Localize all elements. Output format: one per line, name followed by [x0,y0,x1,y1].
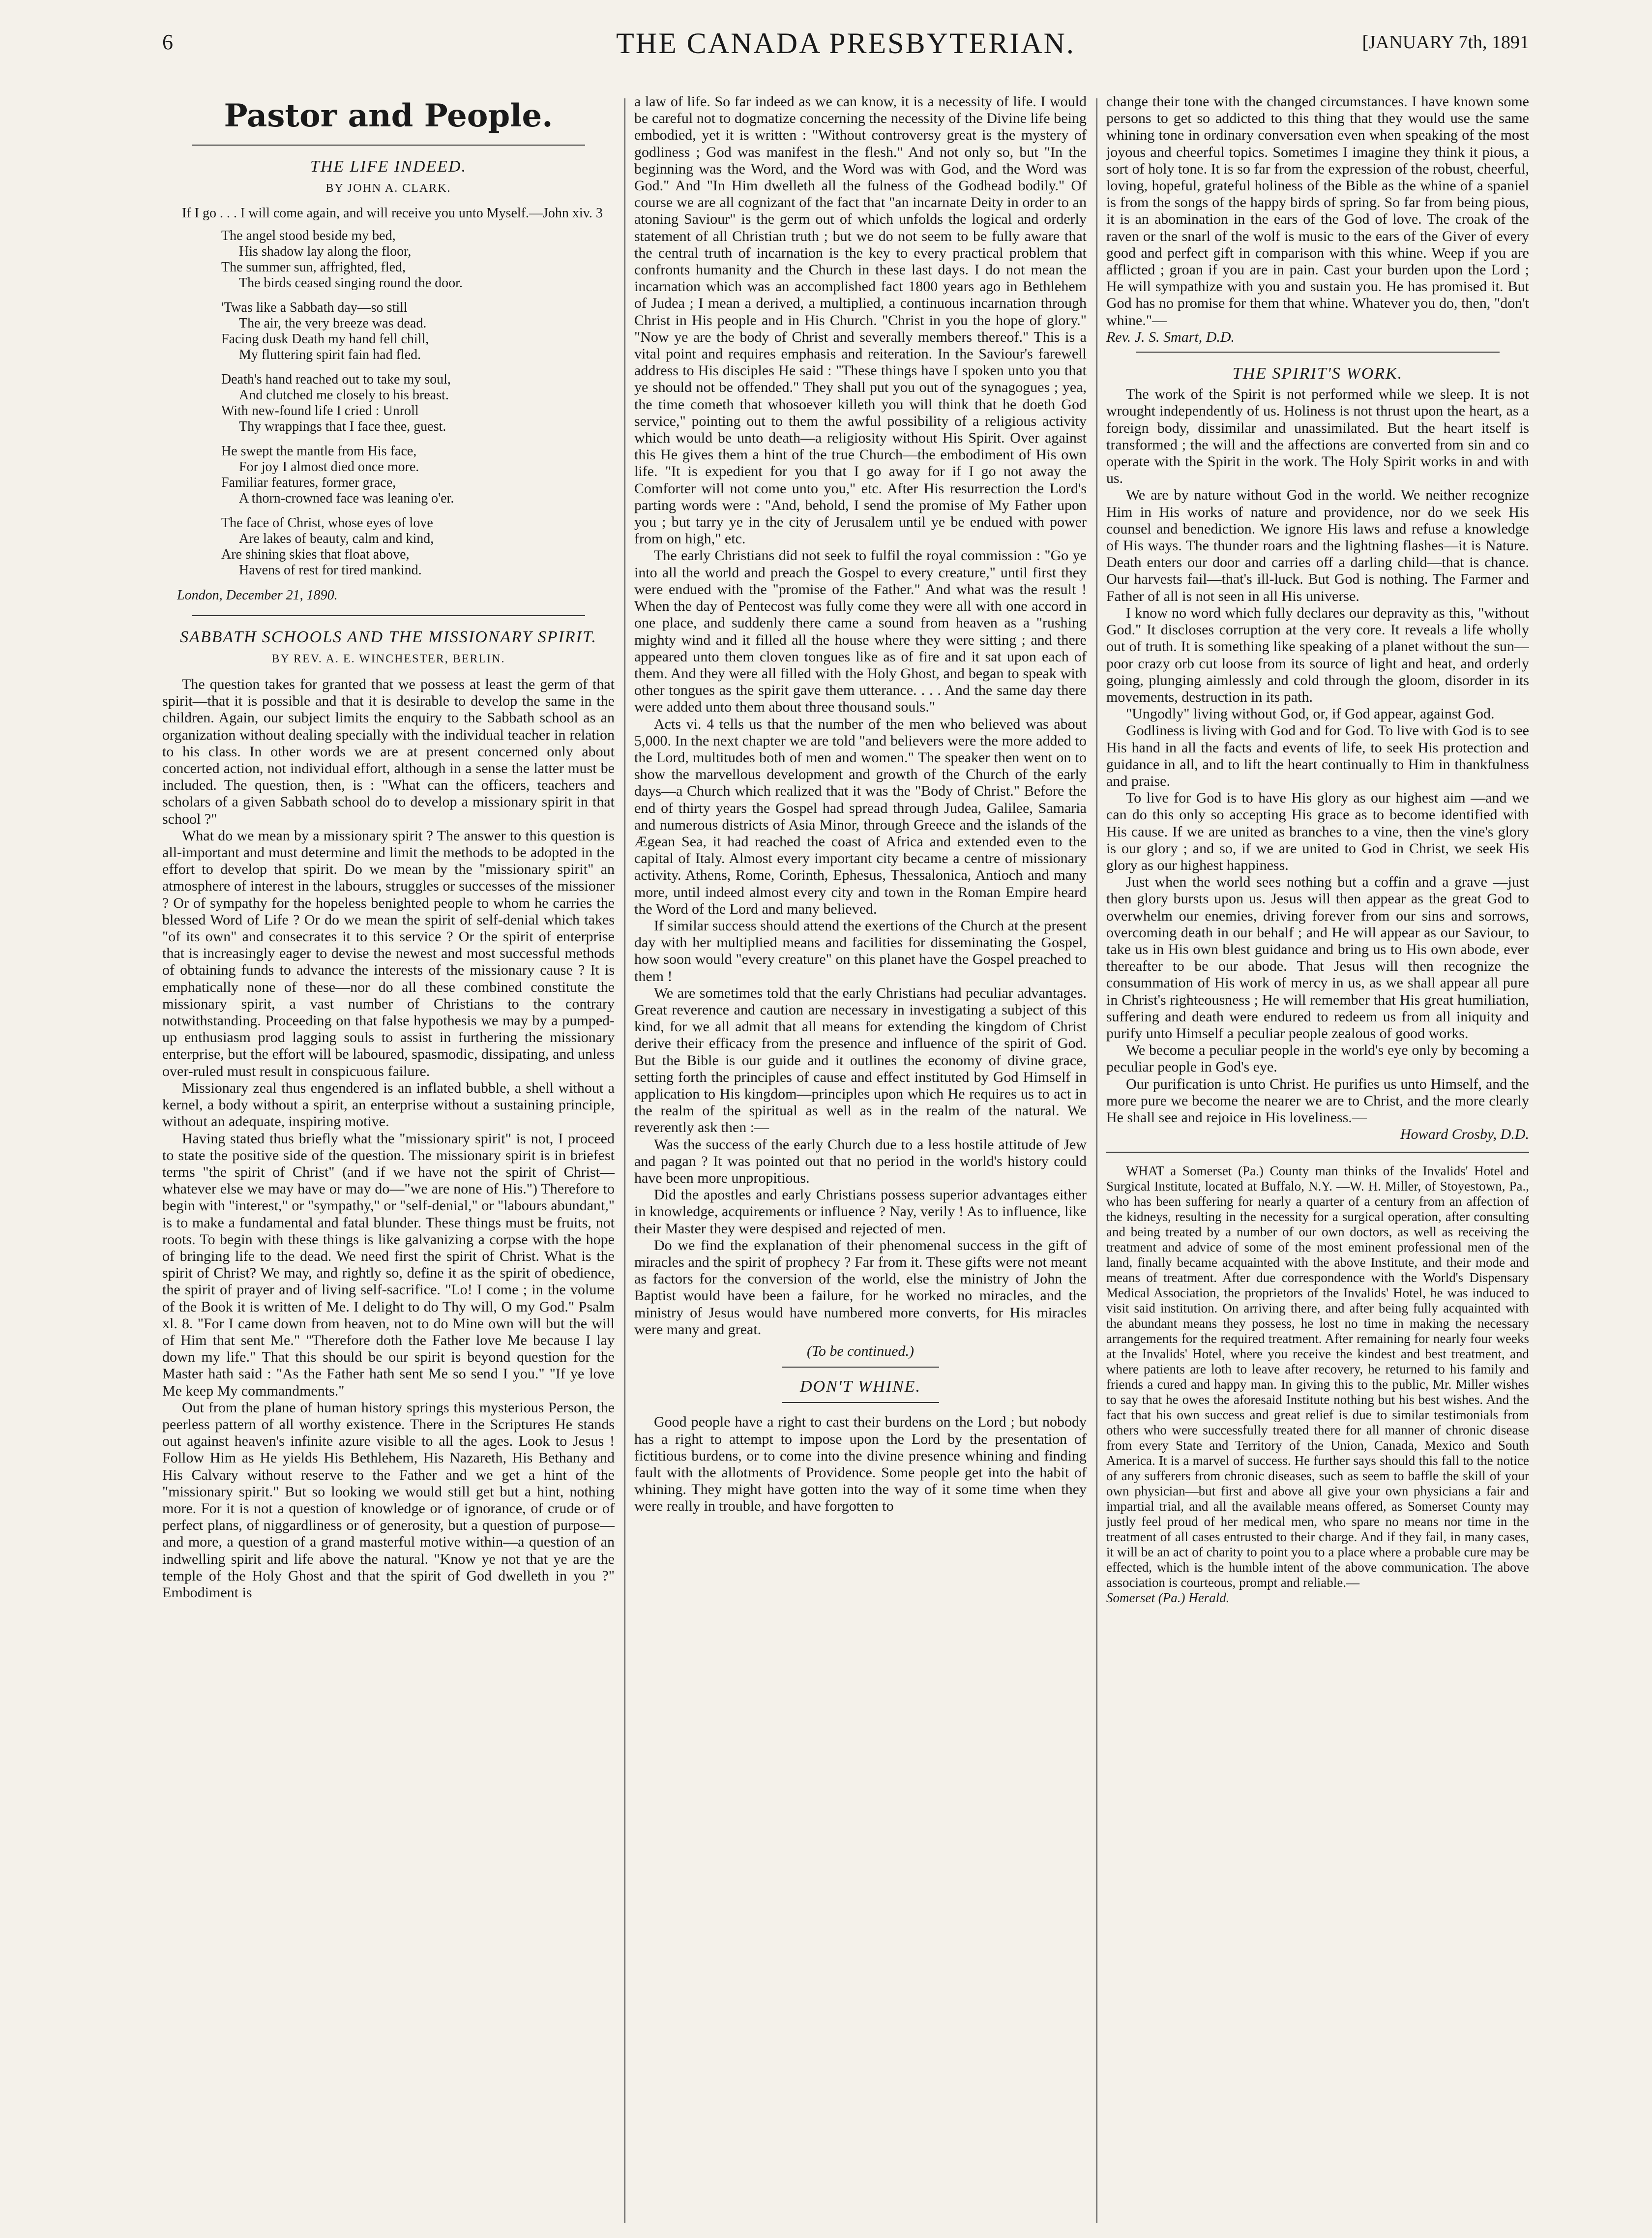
poem-line: My fluttering spirit fain had fled. [239,347,421,363]
divider [1106,1152,1529,1153]
paragraph: Missionary zeal thus engendered is an inflated bubble, a shell without a kernel, a body without a spirit, an enterprise without a sustaining principle, without an adequate, inspiring motive. [162,1079,615,1130]
divider [1136,352,1500,353]
paragraph: change their tone with the changed circumstances. I have known some persons to get so addicted to this thing that they would use the same whining tone in ordinary conversation even when speaking of the most joyous and cheerful topics. Sometimes I imagine they think it pious, a sort of holy tone. It is so far from the expression of the robust, cheerful, loving, hopeful, grateful holiness of the Bible as the whine of a spaniel is from the songs of the happy birds of spring. So far from being pious, it is an abomination in the ears of the God of love. The croak of the raven or the snarl of the wolf is music to the ears of the Giver of every good and perfect gift in comparison with this whine. Weep if you are afflicted ; groan if you are in pain. Cast your burden upon the Lord ; He will sympathize with you and sustain you. He has promised it. But God has no promise for them that whine. Whatever you do, then, "don't whine."— [1106,93,1529,328]
author-signature: Rev. J. S. Smart, D.D. [1106,328,1235,345]
section-heading: Pastor and People. [224,97,553,134]
divider [192,615,585,616]
poem-title: THE LIFE INDEED. [310,157,467,176]
author-signature: Howard Crosby, D.D. [1400,1126,1529,1143]
poem-line: 'Twas like a Sabbath day—so still [221,300,408,316]
poem-line: Facing dusk Death my hand fell chill, [221,331,429,347]
poem-line: The summer sun, affrighted, fled, [221,260,406,275]
poem-stanza [221,444,615,507]
divider [782,1402,939,1403]
poem-line: The face of Christ, whose eyes of love [221,515,433,531]
author-signature: Somerset (Pa.) Herald. [1106,1590,1230,1606]
column-rule [624,98,625,2223]
poem-line: For joy I almost died once more. [239,459,419,475]
paragraph: What do we mean by a missionary spirit ? The answer to this question is all-important and must determine and limit the methods to be adopted in the effort to develop that spirit. Do we mean by the "missionary spirit" an atmosphere of interest in the labours, struggles or successes of the missioner ? Or of sympathy for the hopeless benighted people to whom he carries the blessed Word of Life ? Or do we mean the spirit of self-denial which takes "of its own" and consecrates it to this service ? Or the spirit of enterprise that is increasingly eager to devise the newest and most successful methods of obtaining funds to advance the interests of the missionary cause ? It is emphatically none of these—nor do all these combined constitute the missionary spirit, a vast number of Christians to the contrary notwithstanding. Proceeding on that false hypothesis we may by a pumped-up enthusiasm prod lagging souls to assist in furthering the missionary enterprise, but the effort will be laboured, spasmodic, dissipating, and unless over-ruled must result in conspicuous failure. [162,827,615,1079]
column-2 [634,93,1087,2223]
paragraph: The early Christians did not seek to fulfil the royal commission : "Go ye into all the world and preach the Gospel to every creature," until first they were endued with the "promise of the Father." And what was the result ! When the day of Pentecost was fully come they were all with one accord in one place, and suddenly there came a sound from heaven as a "rushing mighty wind and it filled all the house where they were sitting ; and there appeared unto them cloven tongues like as of fire and it sat upon each of them. And they were all filled with the Holy Ghost, and began to speak with other tongues as the spirit gave them utterance. . . . And the same day there were added unto them about three thousand souls." [634,547,1087,716]
epigraph: If I go . . . I will come again, and will receive you unto Myself.—John xiv. 3 [182,206,603,221]
paragraph: To live for God is to have His glory as our highest aim —and we can do this only so accepting His grace as to become identified with His cause. If we are united as branches to a vine, then the vine's glory is our glory ; and so, if we are united to God in Christ, we seek His glory as our highest happiness. [1106,790,1529,873]
article-title: DON'T WHINE. [800,1377,921,1396]
column-1 [162,93,615,2223]
poem-dateline: London, December 21, 1890. [177,588,338,603]
article-title: SABBATH SCHOOLS AND THE MISSIONARY SPIRIT. [180,627,597,646]
poem-line: The angel stood beside my bed, [221,228,396,244]
divider [192,145,585,146]
poem-line: Familiar features, former grace, [221,475,396,491]
poem-line: A thorn-crowned face was leaning o'er. [239,491,454,507]
paragraph: WHAT a Somerset (Pa.) County man thinks of the Invalids' Hotel and Surgical Institute, located at Buffalo, N.Y. —W. H. Miller, of Stoyestown, Pa., who has been suffering for nearly a quarter of a century from an affection of the kidneys, resulting in the necessity for a surgical operation, after consulting and being treated by a number of our own doctors, as well as receiving the treatment and advice of some of the most eminent professional men of the land, finally became acquainted with the above Institute, and their mode and means of treatment. After due correspondence with the World's Dispensary Medical Association, the proprietors of the Invalids' Hotel, he was induced to visit said institution. On arriving there, and after being fully acquainted with the abundant means they possess, he lost no time in making the necessary arrangements for the required treatment. After remaining for nearly four weeks at the Invalids' Hotel, where you receive the kindest and best treatment, and where patients are loth to leave after recovery, he returned to his family and friends a cured and happy man. In giving this to the public, Mr. Miller wishes to say that he owes the aforesaid Institute nothing but his best wishes. And the fact that his own success and great relief is due to similar testimonials from others who were successfully treated there for all manner of chronic disease from every State and Territory of the Union, Canada, Mexico and South America. It is a marvel of success. He further says should this fall to the notice of any sufferers from chronic diseases, such as seem to baffle the skill of your own physician—but first and above all give your own physicians a fair and impartial trial, and all the available means offered, as Somerset County may justly feel proud of her medical men, who spare no means nor time in the treatment of all cases entrusted to their charge. And if they fail, in many cases, it will be an act of charity to point you to a place where a probable cure may be effected, which is the humble intent of the above communication. The above association is courteous, prompt and reliable.— [1106,1164,1529,1590]
page-number: 6 [162,30,173,54]
paragraph: "Ungodly" living without God, or, if God appear, against God. [1126,706,1495,722]
paragraph: Good people have a right to cast their burdens on the Lord ; but nobody has a right to attempt to impose upon the Lord by the presentation of fictitious burdens, or to come into the divine presence whining and finding fault with the allotments of Providence. Some people get into the habit of whining. They might have gotten into the way of it some time when they were really in trouble, and have forgotten to [634,1414,1087,1515]
article-title: THE SPIRIT'S WORK. [1232,364,1403,383]
poem-stanza [221,300,615,363]
poem-line: Are lakes of beauty, calm and kind, [239,531,434,547]
masthead-title: THE CANADA PRESBYTERIAN. [616,27,1075,60]
poem-stanza [221,372,615,435]
poem-byline: BY JOHN A. CLARK. [325,182,451,195]
paragraph: Was the success of the early Church due to a less hostile attitude of Jew and pagan ? It was pointed out that no period in the world's history could have been more unpropitious. [634,1136,1087,1186]
paragraph: Having stated thus briefly what the "missionary spirit" is not, I proceed to state the positive side of the question. The missionary spirit is in briefest terms "the spirit of Christ" (and if we have not the spirit of Christ—whatever else we may have or may do—"we are none of His.") Therefore to begin with "interest," or "sympathy," or "self-denial," or "labours abundant," is to make a fundamental and fatal blunder. These things must be fruits, not roots. To begin with these things is like galvanizing a corpse with the hope of bringing life to the dead. We need first the spirit of Christ. What is the spirit of Christ? We may, and rightly so, define it as the spirit of obedience, the spirit of prayer and of living self-sacrifice. "Lo! I come ; in the volume of the Book it is written of Me. I delight to do Thy will, O my God." Psalm xl. 8. "For I came down from heaven, not to do Mine own will but the will of Him that sent Me." "Therefore doth the Father love Me because I lay down my life." That this should be our spirit is beyond question for the Master hath said : "As the Father hath sent Me so send I you." "If ye love Me keep My commandments." [162,1130,615,1399]
paragraph: a law of life. So far indeed as we can know, it is a necessity of life. I would be careful not to dogmatize concerning the necessity of the Divine life being embodied, yet it is written : "Without controversy great is the mystery of godliness ; God was manifest in the flesh." And not only so, but "In the beginning was the Word, and the Word was with God, and the Word was God." And "In Him dwelleth all the fulness of the Godhead bodily." Of course we are all cognizant of the fact that "an incarnate Deity in order to an atoning Saviour" is the germ out of which unfolds the logical and orderly statement of all Christian truth ; but we do not seem to be fully aware that the central truth of incarnation is the key to every practical problem that confronts humanity and the Church in these last days. I do not mean the incarnation which was an accomplished fact 1800 years ago in Bethlehem of Judea ; I mean a derived, a multiplied, a continuous incarnation through Christ in His people and in His Church. "Christ in you the hope of glory." "Now ye are the body of Christ and severally members thereof." This is a vital point and requires emphasis and reiteration. In the Saviour's farewell address to His disciples He said : "These things have I spoken unto you that ye should not be offended." They shall put you out of the synagogues ; yea, the time cometh that whosoever killeth you will think that he doeth God service," pointing out to them the awful possibility of a religious activity which would be unto death—a religiosity without His Spirit. Over against this He gives them a hint of the true Church—the embodiment of His own life. "It is expedient for you that I go away for if I go not away the Comforter will not come unto you," etc. After His resurrection the Lord's parting words were : "And, behold, I send the promise of My Father upon you ; but tarry ye in the city of Jerusalem until ye be endued with power from on high," etc. [634,93,1087,547]
continued-note: (To be continued.) [806,1343,914,1360]
poem-line: With new-found life I cried : Unroll [221,403,419,419]
poem-line: Are shining skies that float above, [221,547,410,563]
divider [782,1367,939,1368]
column-3 [1106,93,1529,2223]
issue-date: [JANUARY 7th, 1891 [1362,32,1529,53]
paragraph: I know no word which fully declares our depravity as this, "without God." It discloses corruption at the very core. It reveals a life wholly out of truth. It is something like speaking of a planet without the sun—poor crazy orb cut loose from its source of light and heat, and orderly going, plunging aimlessly and cold through the gloom, disorder in its movements, destruction in its path. [1106,604,1529,705]
poem-line: His shadow lay along the floor, [239,244,412,260]
poem-line: Death's hand reached out to take my soul, [221,372,451,388]
paragraph: We are sometimes told that the early Christians had peculiar advantages. Great reverence and caution are necessary in investigating a subject of this kind, for we all admit that all means for extending the kingdom of Christ derive their efficacy from the presence and influence of the spirit of God. But the Bible is our guide and it outlines the economy of divine grace, setting forth the principles of cause and effect instituted by God Himself in application to His kingdom—principles upon which He requires us to act in the realm of the spiritual as well as in the realm of the natural. We reverently ask then :— [634,985,1087,1136]
paragraph: Do we find the explanation of their phenomenal success in the gift of miracles and the spirit of prophecy ? Far from it. These gifts were not meant as factors for the conversion of the world, else the ministry of John the Baptist would have been a failure, for he worked no miracles, and the ministry of Jesus would have numbered more converts, for His miracles were many and great. [634,1237,1087,1338]
article-byline: BY REV. A. E. WINCHESTER, BERLIN. [271,652,505,665]
paragraph: Out from the plane of human history springs this mysterious Person, the peerless pattern of all worthy existence. There in the Scriptures He stands out against heaven's infinite azure visible to all the ages. Look to Jesus ! Follow Him as He yields His Bethlehem, His Nazareth, His Bethany and His Calvary without reserve to the Father and we get a hint of the "missionary spirit." But so looking we would still get but a hint, nothing more. For it is not a question of knowledge or of ignorance, of crude or of perfect plans, of niggardliness or of generosity, but a question of purpose—and more, a question of a grand masterful motive within—a question of an indwelling spirit and life above the natural. "Know ye not that ye are the temple of the Holy Ghost and that the spirit of God dwelleth in you ?" Embodiment is [162,1399,615,1601]
poem-line: Havens of rest for tired mankind. [239,563,422,578]
paragraph: The question takes for granted that we possess at least the germ of that spirit—that it is possible and that it is desirable to develop the same in the children. Again, our subject limits the enquiry to the Sabbath school as an organization without dealing specially with the individual teacher in relation to his class. In other words we are at present concerned only about concerted action, not individual effort, although in a sense the latter must be included. The question, then, is : "What can the officers, teachers and scholars of a given Sabbath school do to develop a missionary spirit in that school ?" [162,676,615,827]
paragraph: Acts vi. 4 tells us that the number of the men who believed was about 5,000. In the next chapter we are told "and believers were the more added to the Lord, multitudes both of men and women." The speaker then went on to show the marvellous development and growth of the Church of the early days—a Church which realized that it was the "Body of Christ." Before the end of thirty years the Gospel had spread through Judea, Galilee, Samaria and numerous districts of Asia Minor, through Greece and the islands of the Ægean Sea, it had reached the coast of Africa and extended even to the capital of Italy. Almost every important city became a centre of missionary activity. Athens, Rome, Corinth, Ephesus, Thessalonica, Antioch and many more, until indeed almost every city and town in the Roman Empire heard the Word of the Lord and many believed. [634,716,1087,917]
page-header [162,27,1529,74]
paragraph: Did the apostles and early Christians possess superior advantages either in knowledge, acquirements or influence ? Nay, verily ! As to influence, like their Master they were despised and rejected of men. [634,1187,1087,1237]
paragraph: Godliness is living with God and for God. To live with God is to see His hand in all the facts and events of life, to seek His protection and guidance in all, and to lift the heart continually to Him in thankfulness and praise. [1106,722,1529,789]
paragraph: We become a peculiar people in the world's eye only by becoming a peculiar people in God's eye. [1106,1042,1529,1075]
column-rule [1096,98,1097,2223]
poem-stanza [221,228,615,291]
paragraph: The work of the Spirit is not performed while we sleep. It is not wrought independently of us. Holiness is not thrust upon the heart, as a foreign body, dissimilar and unassimilated. But the heart itself is transformed ; the will and the affections are converted from sin and co operate with the Spirit in the work. The Holy Spirit works in and with us. [1106,386,1529,487]
advertisement [1106,1164,1529,1606]
poem-line: The birds ceased singing round the door. [239,275,463,291]
paragraph: We are by nature without God in the world. We neither recognize Him in His works of nature and providence, nor do we seek His counsel and benediction. We ignore His laws and refuse a knowledge of His ways. The thunder roars and the lightning flashes—it is Nature. Death enters our door and carries off a darling child—that is chance. Our harvests fail—that's ill-luck. But God is nothing. The Farmer and Father of all is not seen in all His universe. [1106,487,1529,604]
poem-line: He swept the mantle from His face, [221,444,417,459]
poem-stanza [221,515,615,578]
poem-line: And clutched me closely to his breast. [239,388,449,403]
paragraph: Our purification is unto Christ. He purifies us unto Himself, and the more pure we become the nearer we are to Christ, and the more clearly He shall see and rejoice in His loveliness.— [1106,1075,1529,1126]
poem-line: The air, the very breeze was dead. [239,316,427,331]
paragraph: Just when the world sees nothing but a coffin and a grave —just then glory bursts upon us. Jesus will then appear as the great God to overwhelm our enemies, driving forever from our sins and sorrows, overcoming death in our behalf ; and He will appear as our Saviour, to take us in His own blest guidance and bring us to His own abode, ever thereafter to be our abode. That Jesus will then recognize the consummation of His work of mercy in us, as we shall appear all pure in Christ's righteousness ; He will remember that His great humiliation, suffering and death were endured to redeem us from all iniquity and purify unto Himself a peculiar people zealous of good works. [1106,874,1529,1042]
poem-line: Thy wrappings that I face thee, guest. [239,419,446,435]
paragraph: If similar success should attend the exertions of the Church at the present day with her multiplied means and facilities for disseminating the Gospel, how soon would "every creature" on this planet have the Gospel preached to them ! [634,917,1087,985]
